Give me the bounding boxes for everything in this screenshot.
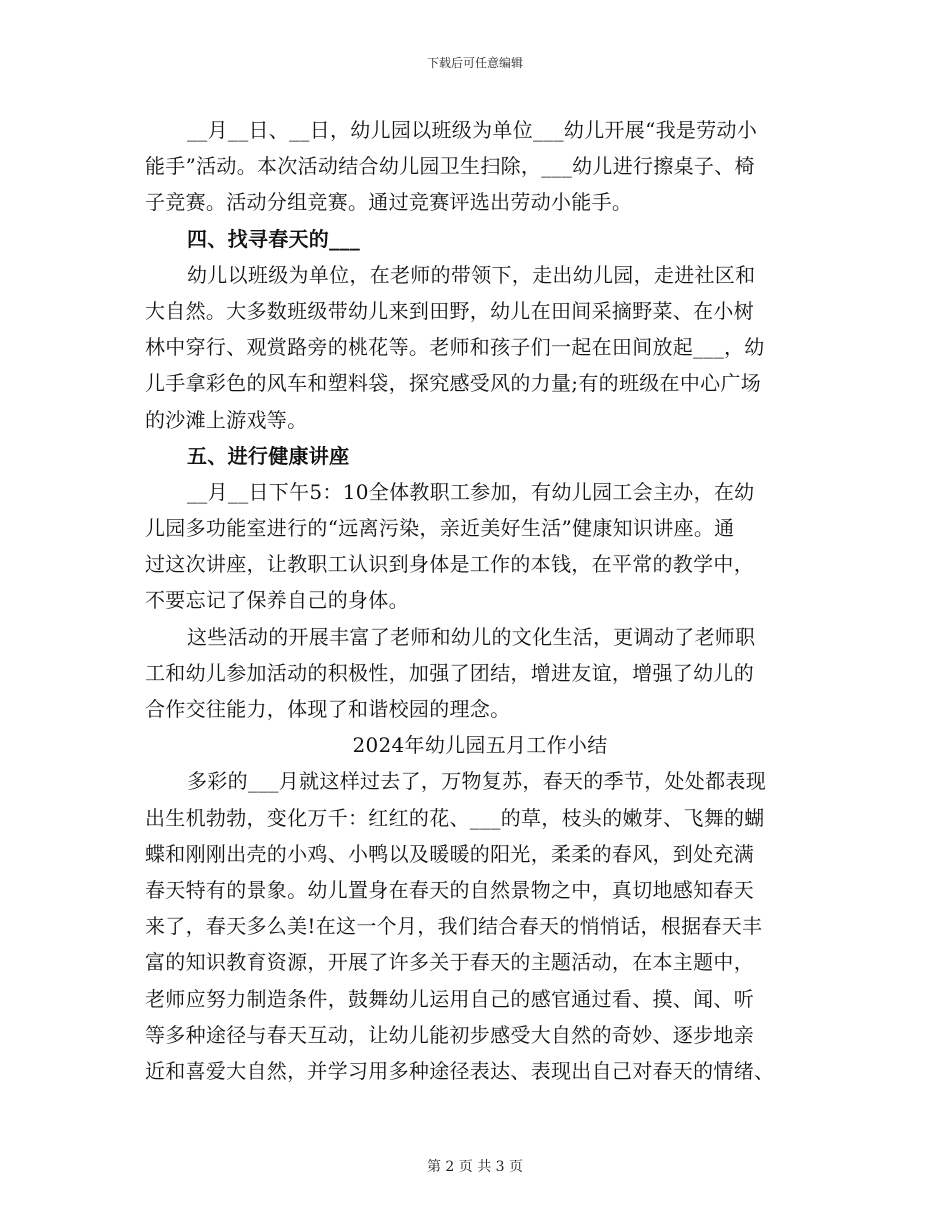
text-line: 能手”活动。本次活动结合幼儿园卫生扫除，___幼儿进行擦桌子、椅 bbox=[145, 154, 755, 179]
text-line: 大自然。大多数班级带幼儿来到田野，幼儿在田间采摘野菜、在小树 bbox=[145, 298, 754, 323]
text-line: 的沙滩上游戏等。 bbox=[145, 407, 308, 432]
page-header: 下载后可任意编辑 bbox=[426, 56, 523, 70]
section-heading: 四、找寻春天的___ bbox=[187, 226, 360, 251]
text-line: 工和幼儿参加活动的积极性，加强了团结，增进友谊，增强了幼儿的 bbox=[145, 660, 754, 685]
section-title: 2024年幼儿园五月工作小结 bbox=[352, 733, 608, 758]
text-line: 儿园多功能室进行的“远离污染，亲近美好生活”健康知识讲座。通 bbox=[145, 516, 735, 541]
text-line: 合作交往能力，体现了和谐校园的理念。 bbox=[145, 697, 511, 721]
text-line: 儿手拿彩色的风车和塑料袋，探究感受风的力量;有的班级在中心广场 bbox=[145, 371, 762, 396]
text-line: 富的知识教育资源，开展了许多关于春天的主题活动，在本主题中， bbox=[145, 950, 754, 975]
page-footer: 第 2 页 共 3 页 bbox=[426, 1159, 524, 1175]
text-line: 这些活动的开展丰富了老师和幼儿的文化生活，更调动了老师职 bbox=[187, 624, 756, 649]
text-line: 出生机勃勃，变化万千：红红的花、___的草，枝头的嫩芽、飞舞的蝴 bbox=[145, 805, 765, 830]
text-line: 等多种途径与春天互动，让幼儿能初步感受大自然的奇妙、逐步地亲 bbox=[145, 1022, 754, 1047]
text-line: 近和喜爱大自然，并学习用多种途径表达、表现出自己对春天的情绪、 bbox=[145, 1058, 775, 1083]
section-heading: 五、进行健康讲座 bbox=[187, 443, 350, 468]
text-line: 蝶和刚刚出壳的小鸡、小鸭以及暖暖的阳光，柔柔的春风，到处充满 bbox=[145, 841, 754, 866]
text-line: __月__日下午5：10全体教职工参加，有幼儿园工会主办，在幼 bbox=[187, 479, 755, 504]
text-line: __月__日、__日，幼儿园以班级为单位___幼儿开展“我是劳动小 bbox=[187, 118, 758, 142]
text-line: 来了，春天多么美!在这一个月，我们结合春天的悄悄话，根据春天丰 bbox=[145, 914, 763, 939]
text-line: 春天特有的景象。幼儿置身在春天的自然景物之中，真切地感知春天 bbox=[145, 877, 754, 902]
document-body bbox=[145, 112, 815, 1089]
text-line: 不要忘记了保养自己的身体。 bbox=[145, 588, 409, 613]
text-line: 林中穿行、观赏路旁的桃花等。老师和孩子们一起在田间放起___，幼 bbox=[145, 335, 765, 360]
text-line: 过这次讲座，让教职工认识到身体是工作的本钱，在平常的教学中， bbox=[145, 552, 754, 577]
text-line: 幼儿以班级为单位，在老师的带领下，走出幼儿园，走进社区和 bbox=[187, 262, 756, 287]
text-line: 多彩的___月就这样过去了，万物复苏，春天的季节，处处都表现 bbox=[187, 769, 766, 794]
text-line: 老师应努力制造条件，鼓舞幼儿运用自己的感官通过看、摸、闻、听 bbox=[145, 986, 754, 1011]
text-line: 子竞赛。活动分组竞赛。通过竞赛评选出劳动小能手。 bbox=[145, 190, 633, 215]
